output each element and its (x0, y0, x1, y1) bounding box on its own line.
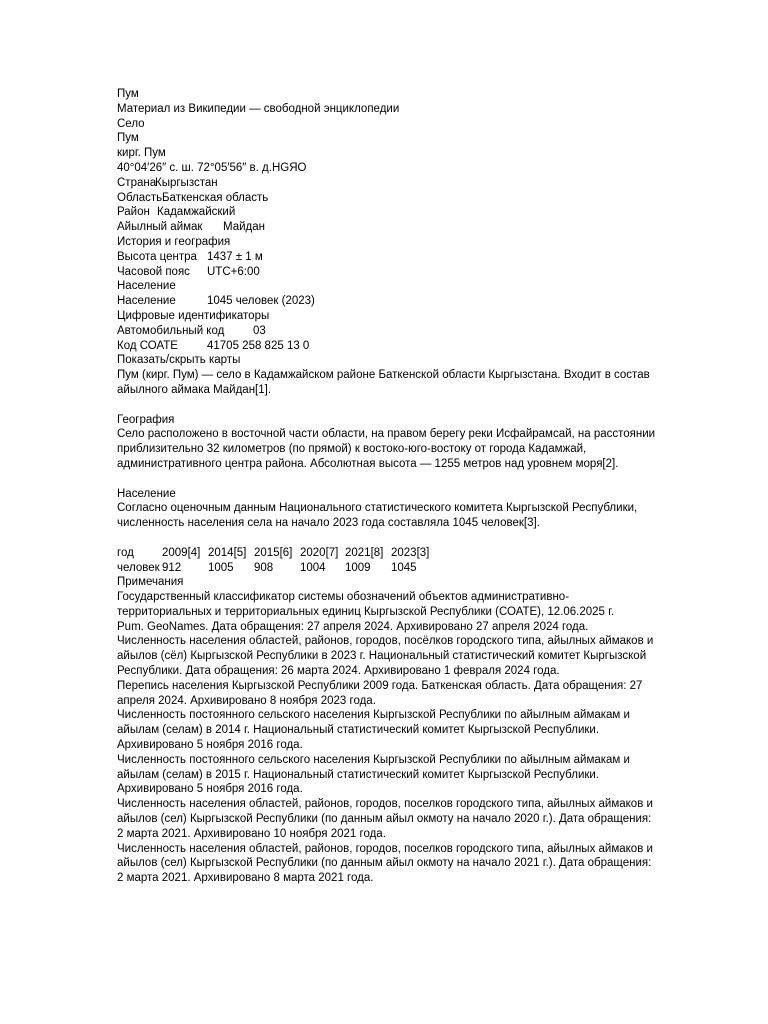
infobox-row-district (117, 205, 657, 220)
region-label: Область (117, 191, 163, 204)
table-cell-year: 2014[5] (208, 546, 247, 559)
timezone-value[interactable]: UTC+6:00 (207, 265, 260, 278)
spacer (117, 398, 657, 413)
source-line: Материал из Википедии — свободной энциклопедии (117, 102, 400, 115)
population-value: 1045 человек (2023) (207, 295, 315, 308)
intro-paragraph: Пум (кирг. Пум) — село в Кадамжайском районе Баткенской области Кыргызстана. Входит в состав айылного аймака Майдан[1]. (117, 369, 650, 396)
reference-item[interactable]: Перепись населения Кыргызской Республики 2009 года. Баткенская область. Дата обращения: 27 апреля 2024. Архивировано 8 ноября 2023 года. (117, 679, 643, 707)
table-cell-year: 2023[3] (391, 546, 430, 559)
ids-heading: Цифровые идентификаторы (117, 309, 270, 322)
population-label: Население (117, 295, 176, 308)
reference-item[interactable]: Pum. GeoNames. Дата обращения: 27 апреля 2024. Архивировано 27 апреля 2024 года. (117, 620, 589, 633)
aymak-value[interactable]: Майдан (223, 221, 265, 234)
table-row-label: человек (117, 561, 160, 574)
infobox-row-auto-code (117, 324, 657, 339)
coate-label[interactable]: Код СОАТЕ (117, 339, 178, 352)
table-cell-year: 2009[4] (162, 546, 201, 559)
table-cell-year: 2021[8] (345, 546, 384, 559)
population-paragraph: Согласно оценочным данным Национального статистического комитета Кыргызской Республики, численность населения села на начало 2023 года составляла 1045 человек[3]. (117, 502, 638, 530)
table-cell-year: 2020[7] (300, 546, 339, 559)
spacer (117, 472, 657, 487)
infobox-row-timezone (117, 265, 657, 280)
page-title: Пум (117, 88, 139, 100)
settlement-type: Село (117, 117, 145, 130)
infobox-row-country (117, 176, 657, 191)
history-heading: История и география (117, 235, 231, 248)
population-infobox-heading: Население (117, 280, 176, 293)
table-cell-value: 908 (254, 561, 274, 574)
reference-item[interactable]: Численность постоянного сельского населения Кыргызской Республики по айылным аймакам и айылам (селам) в 2015 г. Национальный статистический комитет Кыргызской Республики. Архивировано 5 ноября 2016 года. (117, 753, 630, 796)
toggle-maps-link[interactable]: Показать/скрыть карты (117, 354, 241, 367)
infobox-row-altitude (117, 250, 657, 265)
infobox-row-region (117, 191, 657, 206)
district-value[interactable]: Кадамжайский (157, 206, 236, 219)
auto-code-label: Автомобильный код (117, 324, 225, 337)
infobox-row-aymak (117, 220, 657, 235)
settlement-name: Пум (117, 132, 139, 145)
kyrgyz-name: кирг. Пум (117, 147, 166, 160)
population-heading: Население (117, 487, 176, 500)
infobox-row-population (117, 294, 657, 309)
altitude-label: Высота центра (117, 250, 197, 263)
reference-item[interactable]: Государственный классификатор системы обозначений объектов административно-территориальных и территориальных единиц Кыргызской Республики (СОАТЕ), 12.06.2025 г. (117, 591, 615, 618)
table-cell-year: 2015[6] (254, 546, 293, 559)
table-cell-value: 1005 (208, 561, 234, 574)
coordinates-link[interactable]: 40°04′26″ с. ш. 72°05′56″ в. д.HGЯO (117, 161, 307, 174)
table-cell-value: 1004 (300, 561, 326, 574)
population-table-years-row (117, 546, 657, 561)
country-label: Страна (117, 176, 157, 189)
coate-value: 41705 258 825 13 0 (207, 339, 310, 352)
reference-item[interactable]: Численность населения областей, районов, городов, поселков городского типа, айылных аймаков и айылов (сел) Кыргызской Республики (по данным айыл окмоту на начало 2021 г.). Дата обращения: 2 марта 2021. Архивировано 8 марта 2021 года. (117, 842, 653, 885)
region-value[interactable]: Баткенская область (162, 191, 269, 204)
aymak-label: Айылный аймак (117, 221, 203, 234)
notes-heading: Примечания (117, 576, 184, 589)
country-value[interactable]: Кыргызстан (155, 176, 218, 189)
reference-item[interactable]: Численность постоянного сельского населения Кыргызской Республики по айылным аймакам и айылам (селам) в 2014 г. Национальный статистический комитет Кыргызской Республики. Архивировано 5 ноября 2016 года. (117, 709, 630, 752)
reference-item[interactable]: Численность населения областей, районов, городов, поселков городского типа, айылных аймаков и айылов (сел) Кыргызской Республики (по данным айыл окмоту на начало 2020 г.). Дата обращения: 2 марта 2021. Архивировано 10 ноября 2021 года. (117, 798, 653, 840)
article (117, 87, 657, 886)
geography-heading: География (117, 413, 175, 426)
table-cell-value: 1045 (391, 561, 417, 574)
reference-item[interactable]: Численность населения областей, районов, городов, посёлков городского типа, айылных аймаков и айылов (сёл) Кыргызской Республики в 2023 г. Национальный статистический комитет Кыргызской Республики. Дата обращения: 26 марта 2024. Архивировано 1 февраля 2024 года. (117, 635, 654, 678)
table-row-label: год (117, 546, 134, 559)
infobox-row-coate (117, 339, 657, 354)
table-cell-value: 912 (162, 561, 182, 574)
auto-code-value: 03 (253, 324, 266, 337)
geography-paragraph: Село расположено в восточной части области, на правом берегу реки Исфайрамсай, на расстоянии приблизительно 32 километров (по прямой) к востоко-юго-востоку от города Кадамжай, административного центра района. Абсолютная высота — 1255 метров над уровнем моря[2]. (117, 428, 656, 470)
spacer (117, 531, 657, 546)
population-table-values-row (117, 561, 657, 576)
district-label: Район (117, 206, 150, 219)
table-cell-value: 1009 (345, 561, 371, 574)
timezone-label: Часовой пояс (117, 265, 190, 278)
altitude-value: 1437 ± 1 м (207, 250, 263, 263)
